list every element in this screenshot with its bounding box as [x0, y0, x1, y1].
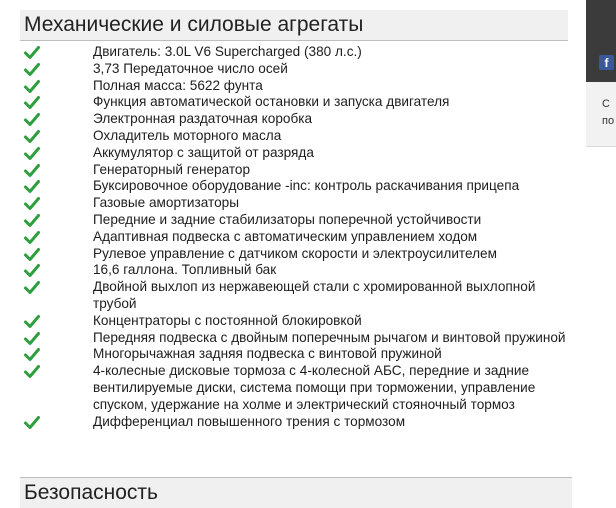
check-icon: [24, 264, 40, 277]
check-icon: [24, 248, 40, 261]
check-icon: [24, 332, 40, 345]
feature-item: [20, 330, 568, 347]
check-icon: [24, 231, 40, 244]
check-icon: [24, 180, 40, 193]
feature-item: [20, 145, 568, 162]
feature-text: Охладитель моторного масла: [93, 127, 282, 143]
feature-text: 4-колесные дисковые тормоза с 4-колесной АБС, передние и задние вентилируемые диски, система помощи при торможении, управление спуском, удержание на холме и электрический стояночный тормоз: [93, 363, 536, 412]
check-icon: [24, 197, 40, 210]
feature-text: Концентраторы с постоянной блокировкой: [93, 312, 362, 328]
feature-item: [20, 195, 568, 212]
feature-text: Буксировочное оборудование -inc: контроль раскачивания прицепа: [93, 178, 520, 194]
feature-text: Газовые амортизаторы: [93, 195, 239, 211]
next-section-title: Безопасность: [20, 477, 572, 508]
feature-text: Двигатель: 3.0L V6 Supercharged (380 л.с.): [93, 44, 362, 59]
feature-item: [20, 78, 568, 95]
check-icon: [24, 214, 40, 227]
check-icon: [24, 365, 40, 378]
check-icon: [24, 281, 40, 294]
check-icon: [24, 80, 40, 93]
feature-item: [20, 414, 568, 431]
feature-item: [20, 246, 568, 263]
feature-text: 3,73 Передаточное число осей: [93, 60, 288, 76]
check-icon: [24, 46, 40, 59]
feature-text: 16,6 галлона. Топливный бак: [93, 262, 277, 278]
feature-item: [20, 313, 568, 330]
feature-item: [20, 212, 568, 229]
feature-text: Многорычажная задняя подвеска с винтовой пружиной: [93, 346, 442, 362]
sidebar-text: [602, 96, 614, 130]
feature-text: Передние и задние стабилизаторы поперечной устойчивости: [93, 211, 482, 227]
feature-text: Адаптивная подвеска с автоматическим управлением ходом: [93, 228, 478, 244]
feature-item: [20, 363, 568, 413]
feature-item: [20, 279, 568, 313]
feature-item: [20, 178, 568, 195]
feature-text: Дифференциал повышенного трения с тормозом: [93, 413, 406, 429]
feature-item: [20, 346, 568, 363]
feature-item: [20, 94, 568, 111]
features-list: [20, 41, 568, 430]
sidebar-text-line: С: [602, 98, 610, 110]
feature-item: [20, 61, 568, 78]
check-icon: [24, 130, 40, 143]
feature-item: [20, 162, 568, 179]
feature-item: [20, 44, 568, 61]
specs-section: [20, 10, 568, 430]
section-title: Механические и силовые агрегаты: [20, 10, 568, 41]
check-icon: [24, 147, 40, 160]
feature-text: Аккумулятор с защитой от разряда: [93, 144, 314, 160]
feature-text: Рулевое управление с датчиком скорости и электроусилителем: [93, 245, 497, 261]
feature-text: Передняя подвеска с двойным поперечным рычагом и винтовой пружиной: [93, 329, 566, 345]
feature-text: Электронная раздаточная коробка: [93, 111, 313, 127]
feature-text: Генераторный генератор: [93, 161, 251, 177]
check-icon: [24, 96, 40, 109]
feature-item: [20, 229, 568, 246]
check-icon: [24, 164, 40, 177]
check-icon: [24, 63, 40, 76]
feature-item: [20, 111, 568, 128]
feature-item: [20, 128, 568, 145]
feature-text: Функция автоматической остановки и запуска двигателя: [93, 94, 450, 110]
feature-text: Двойной выхлоп из нержавеющей стали с хромированной выхлопной трубой: [93, 279, 536, 311]
feature-item: [20, 262, 568, 279]
check-icon: [24, 113, 40, 126]
facebook-icon[interactable]: f: [599, 55, 614, 70]
check-icon: [24, 315, 40, 328]
sidebar-text-line: по: [602, 115, 615, 127]
check-icon: [24, 416, 40, 429]
feature-text: Полная масса: 5622 фунта: [93, 77, 263, 93]
check-icon: [24, 348, 40, 361]
